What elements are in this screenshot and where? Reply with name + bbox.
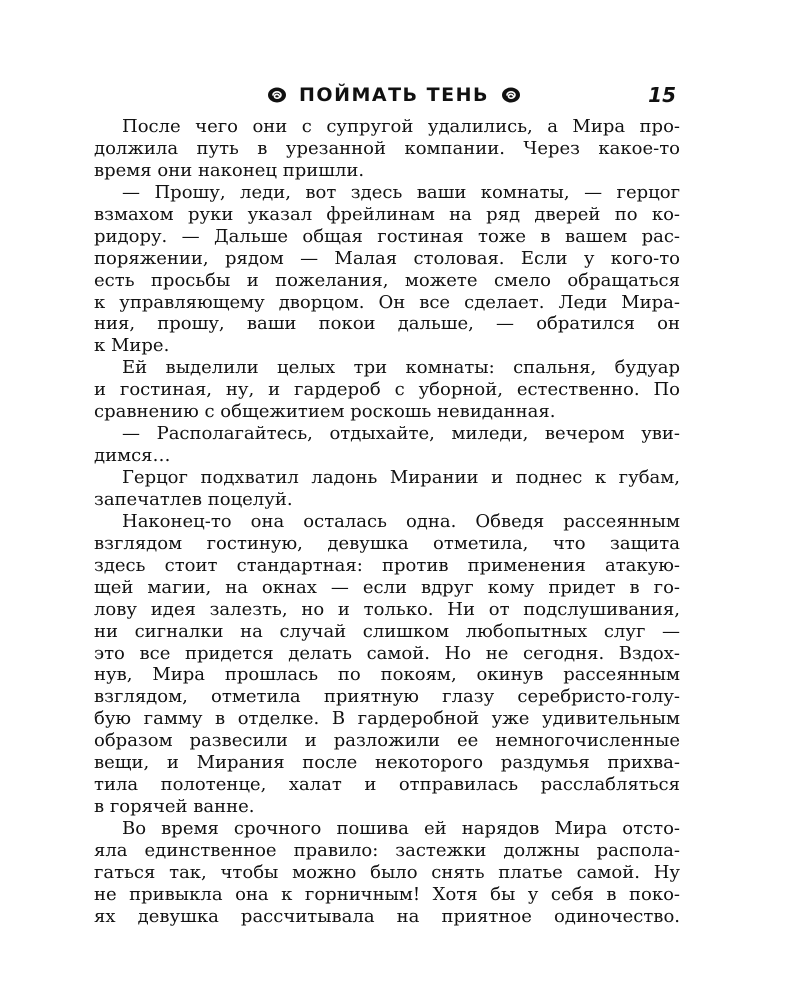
text-line: Герцог подхватил ладонь Мирании и поднес к губам, — [122, 467, 680, 488]
text-line: щей магии, на окнах — если вдруг кому придет в го- — [94, 576, 680, 598]
text-line: должила путь в урезанной компании. Через какое-то — [94, 137, 680, 159]
text-line: гаться так, чтобы можно было снять платье самой. Ну — [94, 861, 680, 883]
text-line: ни сигналки на случай слишком любопытных слуг — — [94, 620, 680, 642]
running-header — [94, 80, 680, 110]
text-line: лову идея залезть, но и только. Ни от подслушивания, — [94, 598, 680, 620]
text-line: нув, Мира прошлась по покоям, окинув рассеянным — [94, 664, 680, 686]
running-title: ПОЙМАТЬ ТЕНЬ — [299, 84, 489, 106]
text-line: — Располагайтесь, отдыхайте, миледи, вечером уви- — [122, 423, 680, 445]
text-line: димся… — [94, 445, 171, 467]
text-line: — Прошу, леди, вот здесь ваши комнаты, — герцог — [122, 181, 680, 203]
spiral-ornament-icon — [267, 86, 287, 104]
page-number: 15 — [648, 83, 676, 107]
text-line: сравнению с общежитием роскошь невиданная. — [94, 401, 556, 423]
spiral-ornament-icon — [501, 86, 521, 104]
text-line: к Мире. — [94, 335, 170, 357]
text-line: образом развесили и разложили ее немногочисленные — [94, 730, 680, 752]
text-line: Во время срочного пошива ей нарядов Мира отсто- — [122, 818, 680, 839]
text-line: к управляющему дворцом. Он все сделает. Леди Мира- — [94, 291, 680, 313]
text-line: взглядом, отметила приятную глазу серебристо-голу- — [94, 686, 680, 708]
text-line: это все придется делать самой. Но не сегодня. Вздох- — [94, 642, 680, 664]
text-line: не привыкла она к горничным! Хотя бы у себя в поко- — [94, 883, 680, 905]
text-line: ридору. — Дальше общая гостиная тоже в вашем рас- — [94, 225, 680, 247]
body-text — [94, 116, 680, 928]
text-line: Наконец-то она осталась одна. Обведя рассеянным — [122, 510, 680, 532]
text-line: запечатлев поцелуй. — [94, 488, 293, 510]
running-title-group — [254, 80, 534, 110]
text-line: и гостиная, ну, и гардероб с уборной, естественно. По — [94, 379, 680, 401]
text-line: ния, прошу, ваши покои дальше, — обратился он — [94, 313, 680, 335]
text-line: поряжении, рядом — Малая столовая. Если у кого-то — [94, 247, 680, 269]
text-line: взглядом гостиную, девушка отметила, что защита — [94, 532, 680, 554]
text-line: ях девушка рассчитывала на приятное одиночество. — [94, 905, 680, 927]
text-line: Ей выделили целых три комнаты: спальня, будуар — [122, 357, 680, 379]
text-line: взмахом руки указал фрейлинам на ряд дверей по ко- — [94, 203, 680, 225]
text-line: время они наконец пришли. — [94, 159, 365, 181]
text-line: тила полотенце, халат и отправилась расслабляться — [94, 774, 680, 796]
text-line: яла единственное правило: застежки должны распола- — [94, 839, 680, 861]
text-line: вещи, и Мирания после некоторого раздумья прихва- — [94, 752, 680, 774]
text-line: После чего они с супругой удалились, а Мира про- — [122, 116, 680, 137]
text-line: в горячей ванне. — [94, 796, 255, 818]
text-line: здесь стоит стандартная: против применения атакую- — [94, 554, 680, 576]
text-line: бую гамму в отделке. В гардеробной уже удивительным — [94, 708, 680, 730]
text-line: есть просьбы и пожелания, можете смело обращаться — [94, 269, 680, 291]
